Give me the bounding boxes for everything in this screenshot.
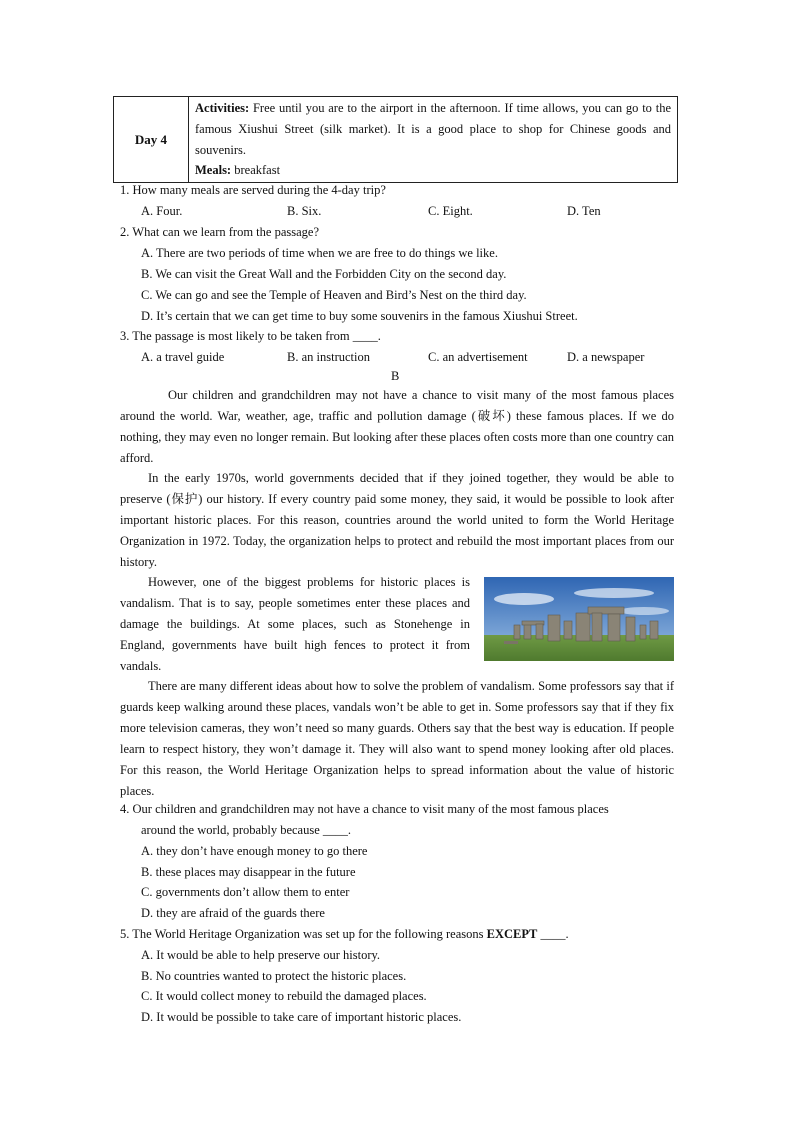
question-4-stem-line-1: 4. Our children and grandchildren may not have a chance to visit many of the most famous places <box>120 802 609 816</box>
passage-paragraph-3: However, one of the biggest problems for historic places is vandalism. That is to say, people sometimes enter these places and damage the buildings. At some places, such as Stonehenge in England, governments have built high fences to protect it from vandals. <box>120 575 470 673</box>
question-1-option-b: B. Six. <box>287 204 322 218</box>
question-5-stem <box>120 927 569 942</box>
question-5-stem-text: 5. The World Heritage Organization was set up for the following reasons <box>120 927 487 941</box>
question-4-option-c: C. governments don’t allow them to enter <box>141 885 350 899</box>
question-4-option-b: B. these places may disappear in the future <box>141 865 356 879</box>
passage-paragraph-4: There are many different ideas about how to solve the problem of vandalism. Some professors say that if guards keep walking around these places, vandals won’t be able to get in. Some professors say that if they fix more television cameras, they won’t need so many guards. Others say that the best way is education. If people learn to respect history, they won’t damage it. They will also want to spend money looking after old places. For this reason, the World Heritage Organization helps to spread information about the value of historic places. <box>120 679 674 798</box>
question-2-option-a: A. There are two periods of time when we are free to do things we like. <box>141 246 498 260</box>
question-5-blank: ____. <box>537 927 569 941</box>
section-b-heading: B <box>391 369 400 383</box>
day-content <box>189 97 678 183</box>
activities-label: Activities: <box>195 101 250 115</box>
meals-label: Meals: <box>195 163 232 178</box>
day-label: Day 4 <box>114 97 189 183</box>
question-3-option-c: C. an advertisement <box>428 350 528 364</box>
question-4-option-a: A. they don’t have enough money to go there <box>141 844 368 858</box>
question-3-option-a: A. a travel guide <box>141 350 225 364</box>
stonehenge-illustration <box>484 577 674 661</box>
question-5-except: EXCEPT <box>486 927 538 941</box>
question-3-option-b: B. an instruction <box>287 350 370 364</box>
question-1-option-a: A. Four. <box>141 204 183 218</box>
question-5-option-c: C. It would collect money to rebuild the damaged places. <box>141 989 427 1003</box>
stonehenge-image <box>484 577 674 661</box>
question-4-option-d: D. they are afraid of the guards there <box>141 906 325 920</box>
question-2-stem: 2. What can we learn from the passage? <box>120 225 319 239</box>
question-5-option-d: D. It would be possible to take care of important historic places. <box>141 1010 462 1024</box>
question-2-option-c: C. We can go and see the Temple of Heaven and Bird’s Nest on the third day. <box>141 288 527 302</box>
day-4-table <box>113 96 678 183</box>
question-5-option-b: B. No countries wanted to protect the historic places. <box>141 969 407 983</box>
passage-paragraph-1: Our children and grandchildren may not have a chance to visit many of the most famous places around the world. War, weather, age, traffic and pollution damage (破坏) these famous places. If we do nothing, they may even no longer remain. But looking after these places often costs more than one country can afford. <box>120 388 675 465</box>
question-2-option-b: B. We can visit the Great Wall and the Forbidden City on the second day. <box>141 267 507 281</box>
activities-text: Free until you are to the airport in the afternoon. If time allows, you can go to the famous Xiushui Street (silk market). It is a good place to shop for Chinese goods and souvenirs. <box>195 101 671 157</box>
question-1-option-d: D. Ten <box>567 204 601 218</box>
question-3-option-d: D. a newspaper <box>567 350 645 364</box>
question-4-stem-line-2: around the world, probably because ____. <box>141 823 352 837</box>
question-5-option-a: A. It would be able to help preserve our history. <box>141 948 381 962</box>
question-2-option-d: D. It’s certain that we can get time to buy some souvenirs in the famous Xiushui Street. <box>141 309 578 323</box>
passage-paragraph-2: In the early 1970s, world governments decided that if they joined together, they would be able to preserve (保护) our history. If every country paid some money, they said, it would be possible to look after important historic places. For this reason, countries around the world united to form the World Heritage Organization in 1972. Today, the organization helps to protect and rebuild the most important places from our history. <box>120 471 674 569</box>
meals-text: breakfast <box>231 163 281 178</box>
question-1-stem: 1. How many meals are served during the 4-day trip? <box>120 183 386 197</box>
question-1-option-c: C. Eight. <box>428 204 473 218</box>
question-3-stem: 3. The passage is most likely to be taken from ____. <box>120 329 381 343</box>
